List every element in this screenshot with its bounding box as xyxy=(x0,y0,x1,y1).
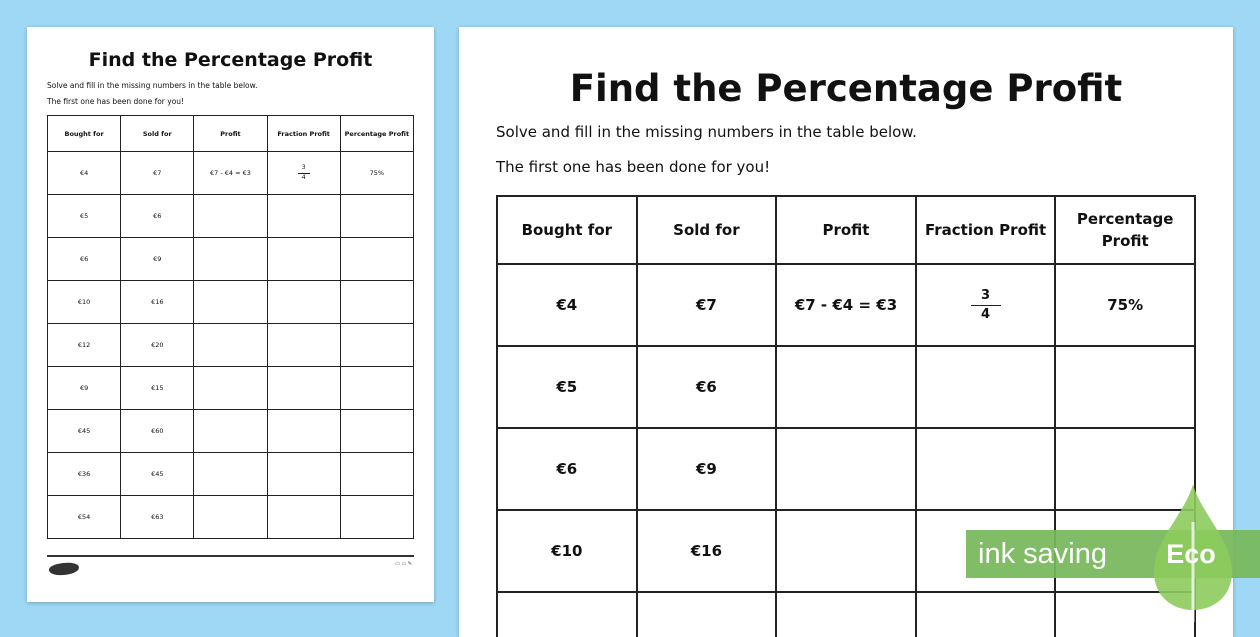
worksheet-thumbnail[interactable] xyxy=(27,27,434,602)
bought-cell: €10 xyxy=(48,281,121,324)
ink-saving-text: ink saving xyxy=(978,538,1107,570)
thumbnail-profit-table xyxy=(47,115,414,539)
column-header-sold: Sold for xyxy=(637,196,777,264)
instruction-1: Solve and fill in the missing numbers in the table below. xyxy=(496,123,917,141)
thumbnail-instruction-2: The first one has been done for you! xyxy=(47,97,185,106)
sold-cell: €6 xyxy=(121,195,194,238)
profit-cell[interactable] xyxy=(194,367,267,410)
fraction-numerator: 3 xyxy=(301,164,306,172)
profit-cell[interactable] xyxy=(194,195,267,238)
profit-cell: €7 - €4 = €3 xyxy=(776,264,916,346)
sold-cell: €9 xyxy=(121,238,194,281)
column-header-percentage: Percentage Profit xyxy=(340,116,413,152)
percentage-cell[interactable] xyxy=(340,195,413,238)
percentage-cell[interactable] xyxy=(340,238,413,281)
instruction-2: The first one has been done for you! xyxy=(496,158,771,176)
sold-cell: €6 xyxy=(637,346,777,428)
profit-cell[interactable] xyxy=(194,281,267,324)
fraction-cell[interactable] xyxy=(267,453,340,496)
fraction-cell xyxy=(916,264,1056,346)
fraction-cell[interactable] xyxy=(267,281,340,324)
column-header-profit: Profit xyxy=(194,116,267,152)
fraction-denominator: 4 xyxy=(301,173,306,181)
fraction-cell[interactable] xyxy=(267,324,340,367)
sold-cell: €20 xyxy=(121,324,194,367)
bought-cell: €5 xyxy=(497,346,637,428)
thumbnail-instruction-1: Solve and fill in the missing numbers in the table below. xyxy=(47,81,258,90)
percentage-cell[interactable] xyxy=(340,281,413,324)
table-row xyxy=(48,152,414,195)
sold-cell: €15 xyxy=(121,367,194,410)
sold-cell: €60 xyxy=(121,410,194,453)
worksheet-title: Find the Percentage Profit xyxy=(569,67,1123,110)
profit-cell[interactable] xyxy=(194,453,267,496)
column-header-bought: Bought for xyxy=(48,116,121,152)
fraction-cell xyxy=(267,152,340,195)
fraction xyxy=(971,287,1001,323)
bought-cell: €5 xyxy=(48,195,121,238)
table-row xyxy=(48,281,414,324)
thumbnail-table-header-row xyxy=(48,116,414,152)
sold-cell: €63 xyxy=(121,496,194,539)
column-header-percentage: Percentage Profit xyxy=(1055,196,1195,264)
table-row xyxy=(48,410,414,453)
fraction-numerator: 3 xyxy=(981,287,991,303)
bought-cell: €12 xyxy=(48,324,121,367)
footer-divider xyxy=(47,555,414,557)
fraction xyxy=(298,164,310,181)
eco-label: Eco xyxy=(1166,539,1216,569)
profit-cell[interactable] xyxy=(776,592,916,637)
table-row xyxy=(497,346,1195,428)
sold-cell: €9 xyxy=(637,428,777,510)
sold-cell: €45 xyxy=(121,453,194,496)
fraction-cell[interactable] xyxy=(267,238,340,281)
column-header-profit: Profit xyxy=(776,196,916,264)
profit-cell[interactable] xyxy=(776,510,916,592)
bought-cell xyxy=(497,592,637,637)
percentage-cell[interactable] xyxy=(340,367,413,410)
fraction-cell[interactable] xyxy=(267,410,340,453)
profit-cell: €7 - €4 = €3 xyxy=(194,152,267,195)
percentage-cell: 75% xyxy=(340,152,413,195)
table-row xyxy=(48,238,414,281)
profit-cell[interactable] xyxy=(194,238,267,281)
bought-cell: €54 xyxy=(48,496,121,539)
profit-cell[interactable] xyxy=(194,496,267,539)
bought-cell: €6 xyxy=(497,428,637,510)
bought-cell: €4 xyxy=(48,152,121,195)
bought-cell: €36 xyxy=(48,453,121,496)
column-header-fraction: Fraction Profit xyxy=(267,116,340,152)
table-row xyxy=(48,324,414,367)
table-row xyxy=(48,367,414,410)
bought-cell: €9 xyxy=(48,367,121,410)
fraction-cell[interactable] xyxy=(267,496,340,539)
column-header-bought: Bought for xyxy=(497,196,637,264)
table-row xyxy=(48,195,414,238)
bought-cell: €4 xyxy=(497,264,637,346)
fraction-denominator: 4 xyxy=(981,306,991,322)
percentage-cell[interactable] xyxy=(1055,346,1195,428)
profit-cell[interactable] xyxy=(776,428,916,510)
profit-cell[interactable] xyxy=(194,324,267,367)
thumbnail-title: Find the Percentage Profit xyxy=(88,49,373,71)
fraction-cell[interactable] xyxy=(916,346,1056,428)
sold-cell: €7 xyxy=(121,152,194,195)
bought-cell: €10 xyxy=(497,510,637,592)
percentage-cell[interactable] xyxy=(340,496,413,539)
sold-cell: €16 xyxy=(121,281,194,324)
sold-cell xyxy=(637,592,777,637)
percentage-cell[interactable] xyxy=(340,410,413,453)
table-row xyxy=(497,264,1195,346)
table-row xyxy=(48,453,414,496)
publisher-logo-icon xyxy=(48,561,79,577)
column-header-sold: Sold for xyxy=(121,116,194,152)
bought-cell: €45 xyxy=(48,410,121,453)
table-header-row xyxy=(497,196,1195,264)
column-header-fraction: Fraction Profit xyxy=(916,196,1056,264)
bought-cell: €6 xyxy=(48,238,121,281)
sold-cell: €7 xyxy=(637,264,777,346)
table-row xyxy=(48,496,414,539)
profit-cell[interactable] xyxy=(776,346,916,428)
fraction-cell[interactable] xyxy=(267,195,340,238)
footer-mark-icon: ▭ ▭ ✎ xyxy=(395,561,412,567)
profit-cell[interactable] xyxy=(194,410,267,453)
fraction-cell[interactable] xyxy=(267,367,340,410)
percentage-cell[interactable] xyxy=(340,453,413,496)
percentage-cell: 75% xyxy=(1055,264,1195,346)
percentage-cell[interactable] xyxy=(340,324,413,367)
ink-saving-eco-badge xyxy=(966,482,1260,630)
sold-cell: €16 xyxy=(637,510,777,592)
